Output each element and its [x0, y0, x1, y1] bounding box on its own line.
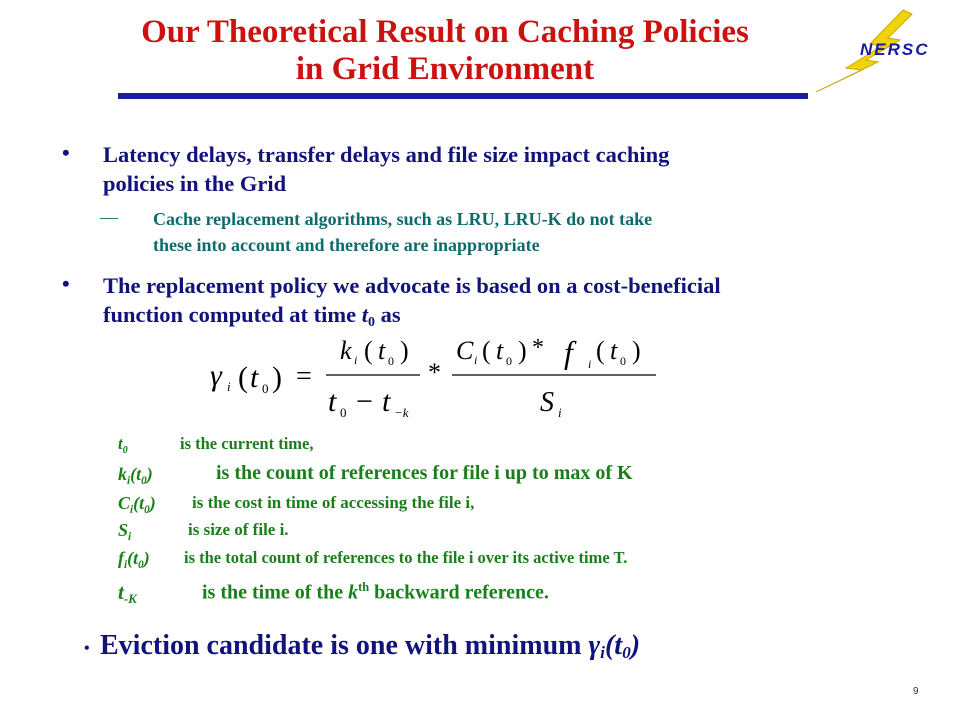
- bullet-dot: •: [84, 640, 90, 657]
- svg-text:t: t: [610, 336, 618, 365]
- svg-text:i: i: [558, 405, 562, 420]
- svg-text:(: (: [364, 336, 373, 365]
- bullet-1-line-2: policies in the Grid: [103, 171, 287, 196]
- svg-text:(: (: [596, 336, 605, 365]
- svg-text:i: i: [354, 353, 358, 367]
- svg-text:): ): [400, 336, 409, 365]
- svg-text:i: i: [588, 357, 592, 371]
- nersc-logo: [808, 8, 956, 92]
- title-line-2: in Grid Environment: [295, 51, 595, 87]
- bullet-1-line-1: Latency delays, transfer delays and file size impact caching: [103, 142, 670, 167]
- svg-text:): ): [632, 336, 641, 365]
- formula-gamma: γ: [210, 359, 222, 392]
- definition-term: $k_i(t_0)$: [118, 464, 153, 487]
- title-line-1: Our Theoretical Result on Caching Policies: [141, 14, 749, 50]
- title-underline: [118, 93, 808, 99]
- svg-text:t: t: [378, 336, 386, 365]
- definition-desc: is the time of the $k^{th}$ backward reference.: [202, 580, 549, 604]
- bullet-dot: •: [62, 271, 70, 296]
- definition-desc: is the cost in time of accessing the file i,: [192, 493, 475, 512]
- sub-bullet-line-2: these into account and therefore are inappropriate: [153, 235, 540, 255]
- definition-desc: is size of file i.: [188, 520, 289, 539]
- page-number: 9: [913, 686, 919, 697]
- definition-desc: is the current time,: [180, 434, 314, 453]
- definition-desc: is the count of references for file i up to max of K: [216, 462, 633, 484]
- svg-text:*: *: [532, 335, 544, 361]
- svg-text:(: (: [482, 336, 491, 365]
- svg-text:0: 0: [388, 354, 394, 368]
- formula-equals: =: [296, 361, 312, 392]
- eviction-statement: Eviction candidate is one with minimum $\gamma_i(t_0)$: [100, 630, 641, 662]
- svg-text:t: t: [328, 385, 337, 418]
- svg-text:): ): [518, 336, 527, 365]
- bullet-dot: •: [62, 140, 70, 165]
- svg-text:−: −: [356, 385, 373, 418]
- svg-text:0: 0: [262, 381, 269, 396]
- bullet-2-line-2: function computed at time $t_0$ as: [103, 302, 401, 330]
- svg-text:0: 0: [506, 354, 512, 368]
- svg-text:0: 0: [620, 354, 626, 368]
- svg-text:−k: −k: [394, 405, 409, 420]
- svg-text:t: t: [250, 361, 259, 394]
- svg-text:t: t: [382, 385, 391, 418]
- svg-text:C: C: [456, 336, 474, 365]
- svg-text:k: k: [340, 336, 352, 365]
- sub-bullet-line-1: Cache replacement algorithms, such as LRU, LRU-K do not take: [153, 209, 653, 229]
- svg-text:t: t: [496, 336, 504, 365]
- definition-desc: is the total count of references to the file i over its active time T.: [184, 548, 628, 567]
- definition-term: $C_i(t_0)$: [118, 493, 156, 516]
- sub-bullet-dash: —: [100, 207, 118, 227]
- definition-term: $t_{-K}$: [118, 580, 137, 606]
- bullet-2-line-1: The replacement policy we advocate is based on a cost-beneficial: [103, 273, 721, 298]
- svg-text:*: *: [428, 358, 441, 387]
- definition-term: $f_i(t_0)$: [118, 548, 150, 571]
- svg-text:i: i: [474, 353, 478, 367]
- cost-formula: [180, 325, 680, 430]
- svg-text:S: S: [540, 387, 554, 418]
- definition-term: $t_0$: [118, 434, 128, 456]
- svg-text:0: 0: [340, 405, 347, 420]
- svg-text:(: (: [238, 361, 248, 394]
- logo-text: NERSC: [860, 40, 930, 59]
- formula-lhs-index: i: [227, 379, 231, 394]
- svg-text:): ): [272, 361, 282, 394]
- svg-text:f: f: [564, 334, 573, 370]
- definition-term: $S_i$: [118, 520, 132, 543]
- slide-title: [60, 14, 830, 88]
